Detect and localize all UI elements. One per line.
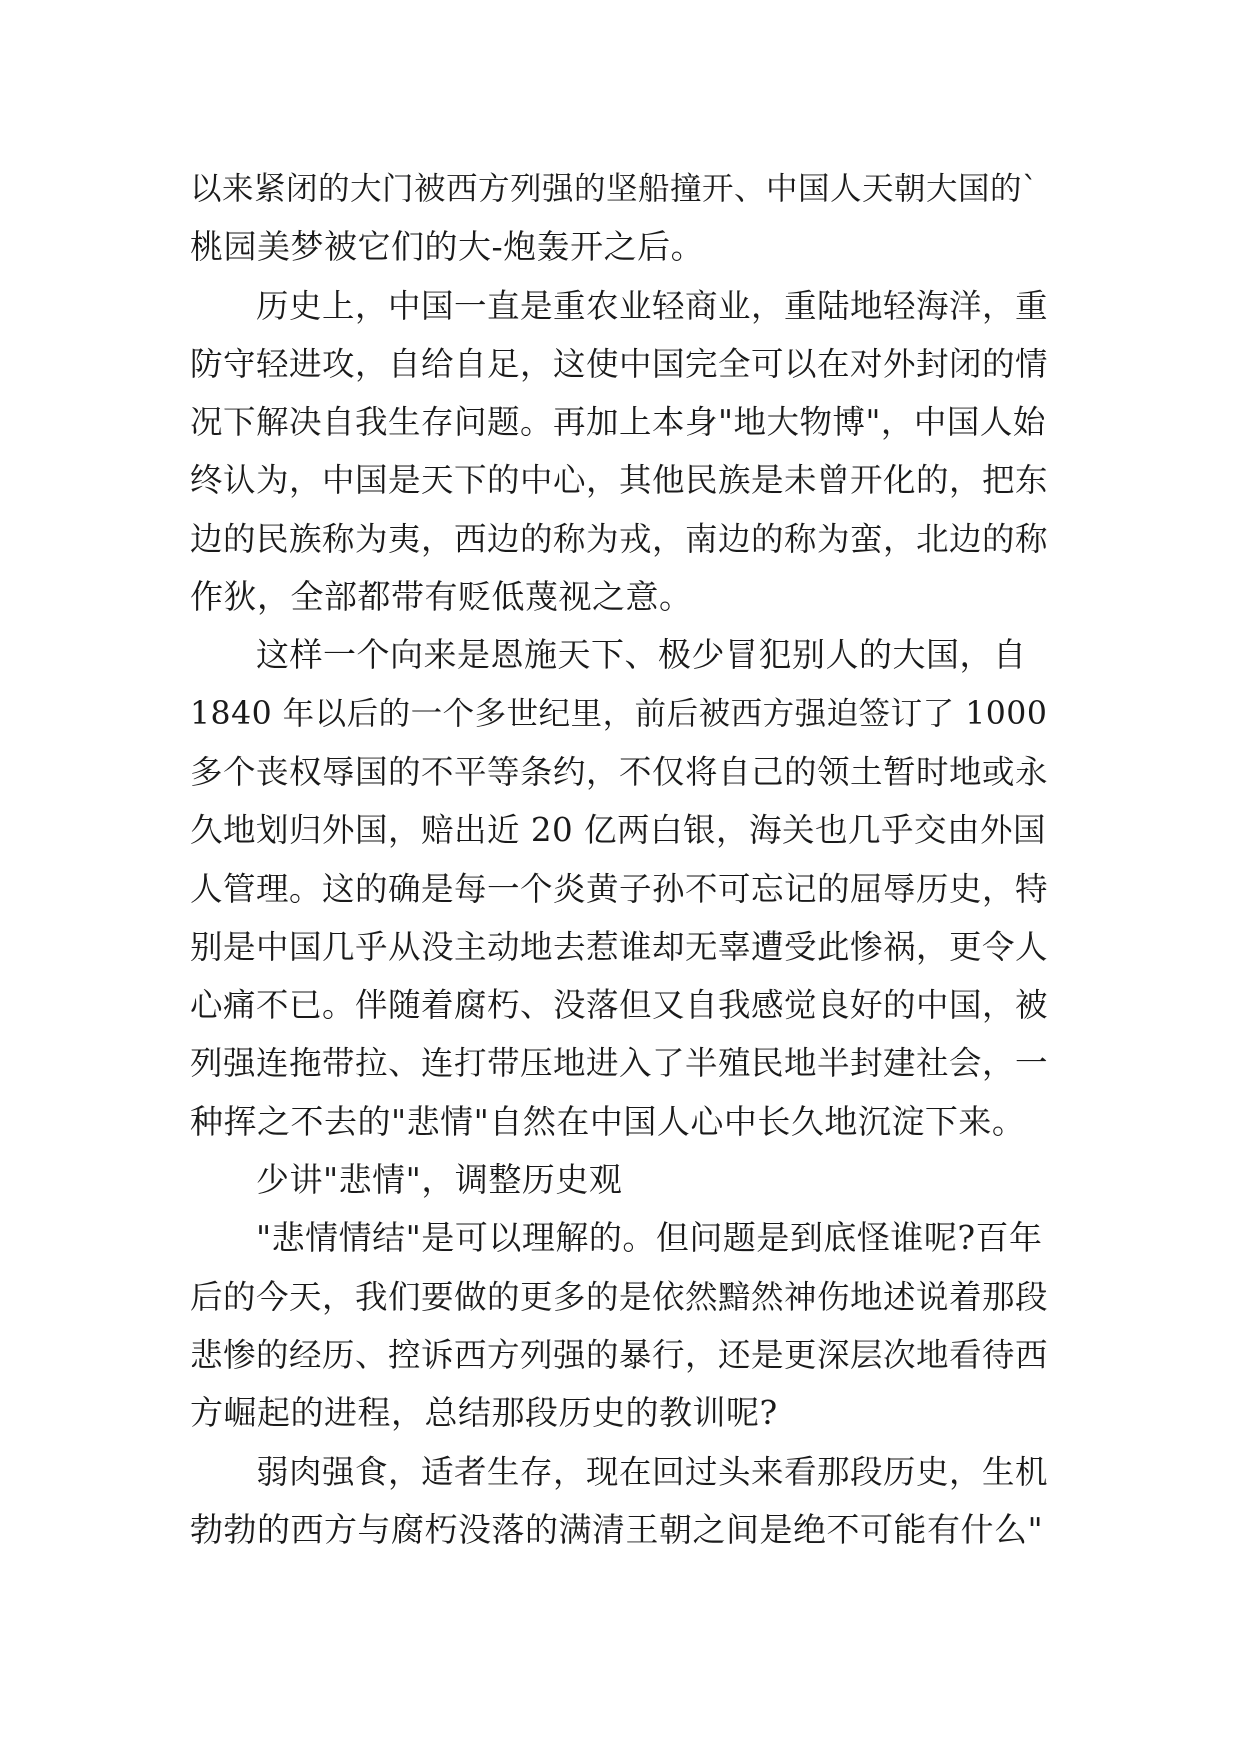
text-line: 人管理。这的确是每一个炎黄子孙不可忘记的屈辱历史，特 [190, 869, 1049, 908]
text-line: 历史上，中国一直是重农业轻商业，重陆地轻海洋，重 [256, 286, 1049, 325]
text-line: 心痛不已。伴随着腐朽、没落但又自我感觉良好的中国，被 [190, 986, 1049, 1025]
text-line: 方崛起的进程，总结那段历史的教训呢? [190, 1393, 778, 1433]
text-line: "悲情情结"是可以理解的。但问题是到底怪谁呢?百年 [256, 1218, 1043, 1258]
text-line: 以来紧闭的大门被西方列强的坚船撞开、中国人天朝大国的` [190, 171, 1039, 207]
text-line: 作狄，全部都带有贬低蔑视之意。 [190, 577, 693, 617]
text-line: 后的今天，我们要做的更多的是依然黯然神伤地述说着那段 [190, 1277, 1049, 1316]
text-line: 1840 年以后的一个多世纪里，前后被西方强迫签订了 1000 [190, 695, 1048, 732]
document-page [190, 160, 1050, 1559]
text-line: 种挥之不去的"悲情"自然在中国人心中长久地沉淀下来。 [190, 1101, 1026, 1141]
text-line: 列强连拖带拉、连打带压地进入了半殖民地半封建社会，一 [190, 1044, 1049, 1083]
text-line: 勃勃的西方与腐朽没落的满清王朝之间是绝不可能有什么" [190, 1509, 1044, 1549]
text-line: 防守轻进攻，自给自足，这使中国完全可以在对外封闭的情 [190, 344, 1049, 383]
text-line: 终认为，中国是天下的中心，其他民族是未曾开化的，把东 [190, 461, 1049, 500]
text-line: 久地划归外国，赔出近 20 亿两白银，海关也几乎交由外国 [190, 811, 1047, 850]
text-line: 别是中国几乎从没主动地去惹谁却无辜遭受此惨祸，更令人 [190, 927, 1049, 966]
text-line: 弱肉强食，适者生存，现在回过头来看那段历史，生机 [256, 1452, 1049, 1491]
text-line: 悲惨的经历、控诉西方列强的暴行，还是更深层次地看待西 [190, 1335, 1049, 1374]
text-line: 多个丧权辱国的不平等条约，不仅将自己的领土暂时地或永 [190, 752, 1049, 791]
text-line: 边的民族称为夷，西边的称为戎，南边的称为蛮，北边的称 [190, 519, 1049, 558]
text-line: 这样一个向来是恩施天下、极少冒犯别人的大国，自 [256, 635, 1027, 675]
text-line: 少讲"悲情"，调整历史观 [256, 1160, 623, 1200]
text-line: 况下解决自我生存问题。再加上本身"地大物博"，中国人始 [190, 403, 1046, 442]
text-line: 桃园美梦被它们的大-炮轰开之后。 [190, 227, 705, 267]
